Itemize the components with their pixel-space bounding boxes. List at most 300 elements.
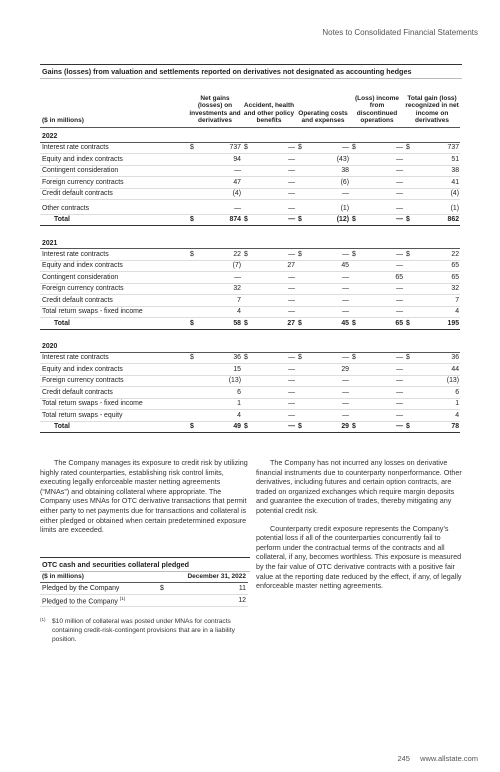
footnote-text: $10 million of collateral was posted under MNAs for contracts containing credit-risk-contingent provisions that are in a liability position. (52, 618, 235, 643)
cell-net-gains: 22 (200, 249, 242, 261)
dollar-sign (350, 154, 362, 166)
year-row (40, 234, 460, 249)
dollar-sign (404, 410, 416, 422)
cell-net-gains: 6 (200, 387, 242, 399)
dollar-sign (188, 260, 200, 272)
cell-net-gains: — (200, 203, 242, 214)
dollar-sign: $ (404, 352, 416, 364)
cell-net-gains: (7) (200, 260, 242, 272)
row-label: Interest rate contracts (40, 249, 188, 261)
cell-net-gains: 4 (200, 410, 242, 422)
cell-accident: — (254, 283, 296, 295)
dollar-sign (404, 375, 416, 387)
dollar-sign: $ (242, 318, 254, 330)
collateral-row (40, 583, 248, 595)
collateral-col-label: ($ in millions) (40, 571, 158, 583)
cell-net-gains: (4) (200, 188, 242, 200)
dollar-sign (296, 260, 308, 272)
cell-operating: (43) (308, 154, 350, 166)
table-row (40, 249, 460, 261)
cell-discontinued: — (362, 410, 404, 422)
cell-total: 4 (416, 306, 460, 318)
dollar-sign: $ (242, 142, 254, 154)
footnote-mark: (1) (40, 617, 46, 622)
cell-discontinued: — (362, 421, 404, 433)
dollar-sign (188, 306, 200, 318)
cell-operating: — (308, 387, 350, 399)
cell-accident: — (254, 306, 296, 318)
table-row (40, 306, 460, 318)
dollar-sign: $ (242, 214, 254, 226)
year-label: 2020 (40, 338, 460, 353)
cell-total: 65 (416, 260, 460, 272)
cell-accident: — (254, 142, 296, 154)
table-row (40, 154, 460, 166)
dollar-sign (296, 398, 308, 410)
dollar-sign (296, 165, 308, 177)
site-url: www.allstate.com (420, 754, 478, 763)
dollar-sign (296, 410, 308, 422)
cell-net-gains: 15 (200, 364, 242, 376)
dollar-sign (404, 260, 416, 272)
cell-accident: — (254, 177, 296, 189)
dollar-sign (350, 272, 362, 284)
dollar-sign (242, 283, 254, 295)
dollar-sign (350, 203, 362, 214)
dollar-sign: $ (296, 142, 308, 154)
cell-total: 862 (416, 214, 460, 226)
cell-discontinued: — (362, 306, 404, 318)
cell-net-gains: 49 (200, 421, 242, 433)
dollar-sign (242, 398, 254, 410)
row-label: Equity and index contracts (40, 154, 188, 166)
cell-net-gains: 32 (200, 283, 242, 295)
table-row (40, 375, 460, 387)
cell-operating: (6) (308, 177, 350, 189)
dollar-sign (188, 410, 200, 422)
row-label: Other contracts (40, 203, 188, 214)
cell-net-gains: (13) (200, 375, 242, 387)
cell-total: 195 (416, 318, 460, 330)
table-row (40, 398, 460, 410)
dollar-sign (242, 203, 254, 214)
dollar-sign (188, 272, 200, 284)
cell-discontinued: — (362, 364, 404, 376)
year-label: 2022 (40, 127, 460, 142)
dollar-sign: $ (188, 318, 200, 330)
row-label: Foreign currency contracts (40, 375, 188, 387)
cell-operating: — (308, 249, 350, 261)
cell-discontinued: — (362, 214, 404, 226)
cell-accident: — (254, 387, 296, 399)
cell-discontinued: — (362, 295, 404, 307)
table-row (40, 188, 460, 200)
collateral-body (40, 583, 248, 607)
dollar-sign (404, 398, 416, 410)
dollar-sign: $ (404, 142, 416, 154)
dollar-sign (404, 364, 416, 376)
dollar-sign (242, 387, 254, 399)
table-row (40, 272, 460, 284)
cell-net-gains: 737 (200, 142, 242, 154)
cell-operating: — (308, 142, 350, 154)
dollar-sign (188, 203, 200, 214)
section-spacer (40, 329, 460, 338)
cell-accident: — (254, 249, 296, 261)
dollar-sign (350, 295, 362, 307)
col-header-discontinued: (Loss) income from discontinued operations (350, 95, 404, 127)
cell-total: 38 (416, 165, 460, 177)
cell-accident: — (254, 421, 296, 433)
dollar-sign: $ (350, 318, 362, 330)
cell-total: 36 (416, 352, 460, 364)
dollar-sign (350, 364, 362, 376)
cell-operating: 29 (308, 364, 350, 376)
cell-total: 6 (416, 387, 460, 399)
cell-discontinued: — (362, 165, 404, 177)
dollar-sign (404, 177, 416, 189)
spacer-cell (40, 226, 460, 235)
dollar-sign (296, 203, 308, 214)
dollar-sign (296, 306, 308, 318)
cell-accident: — (254, 352, 296, 364)
cell-accident: — (254, 272, 296, 284)
cell-net-gains: 1 (200, 398, 242, 410)
cell-accident: — (254, 214, 296, 226)
collateral-header-row (40, 571, 248, 583)
col-header-net-gains: Net gains (losses) on investments and derivatives (188, 95, 242, 127)
cell-operating: — (308, 410, 350, 422)
dollar-sign (350, 398, 362, 410)
cell-operating: — (308, 283, 350, 295)
dollar-sign (158, 595, 170, 607)
col-header-label: ($ in millions) (40, 95, 188, 127)
dollar-sign: $ (404, 318, 416, 330)
cell-operating: — (308, 398, 350, 410)
cell-accident: — (254, 188, 296, 200)
dollar-sign (404, 203, 416, 214)
row-label: Total (40, 318, 188, 330)
cell-total: 7 (416, 295, 460, 307)
cell-total: (1) (416, 203, 460, 214)
cell-accident: — (254, 165, 296, 177)
row-label: Equity and index contracts (40, 364, 188, 376)
cell-net-gains: — (200, 165, 242, 177)
cell-net-gains: 58 (200, 318, 242, 330)
cell-discontinued: — (362, 260, 404, 272)
dollar-sign (404, 272, 416, 284)
cell-accident: — (254, 203, 296, 214)
cell-total: (13) (416, 375, 460, 387)
dollar-sign (350, 177, 362, 189)
dollar-sign: $ (242, 421, 254, 433)
total-row (40, 318, 460, 330)
cell-total: 1 (416, 398, 460, 410)
dollar-sign (350, 375, 362, 387)
dollar-sign (242, 410, 254, 422)
dollar-sign (296, 272, 308, 284)
cell-operating: 45 (308, 318, 350, 330)
dollar-sign (296, 283, 308, 295)
dollar-sign (242, 272, 254, 284)
dollar-sign (188, 398, 200, 410)
table-row (40, 203, 460, 214)
cell-accident: — (254, 410, 296, 422)
dollar-sign (296, 154, 308, 166)
cell-operating: 38 (308, 165, 350, 177)
cell-accident: 27 (254, 318, 296, 330)
cell-net-gains: 36 (200, 352, 242, 364)
dollar-sign (242, 306, 254, 318)
dollar-sign (404, 154, 416, 166)
collateral-value: 12 (170, 595, 248, 607)
cell-total: 65 (416, 272, 460, 284)
dollar-sign: $ (404, 214, 416, 226)
col-header-total: Total gain (loss) recognized in net income on derivatives (404, 95, 460, 127)
cell-discontinued: — (362, 283, 404, 295)
table-row (40, 364, 460, 376)
collateral-row-label (40, 583, 158, 595)
dollar-sign (188, 375, 200, 387)
table-row (40, 387, 460, 399)
collateral-table (40, 571, 248, 607)
cell-net-gains: 7 (200, 295, 242, 307)
row-label: Total return swaps - fixed income (40, 306, 188, 318)
cell-total: 22 (416, 249, 460, 261)
dollar-sign: $ (242, 352, 254, 364)
dollar-sign (296, 188, 308, 200)
cell-operating: — (308, 188, 350, 200)
dollar-sign: $ (404, 421, 416, 433)
dollar-sign (404, 165, 416, 177)
dollar-sign: $ (188, 352, 200, 364)
dollar-sign (350, 188, 362, 200)
dollar-sign (404, 295, 416, 307)
dollar-sign (404, 283, 416, 295)
cell-total: 44 (416, 364, 460, 376)
cell-net-gains: — (200, 272, 242, 284)
cell-operating: — (308, 272, 350, 284)
dollar-sign (242, 375, 254, 387)
dollar-sign: $ (242, 249, 254, 261)
cell-accident: — (254, 154, 296, 166)
table-row (40, 295, 460, 307)
page-footer (397, 754, 478, 763)
year-label: 2021 (40, 234, 460, 249)
cell-discontinued: — (362, 352, 404, 364)
dollar-sign (404, 188, 416, 200)
dollar-sign (188, 295, 200, 307)
cell-total: 737 (416, 142, 460, 154)
dollar-sign (242, 295, 254, 307)
dollar-sign (242, 177, 254, 189)
row-label: Credit default contracts (40, 387, 188, 399)
year-row (40, 127, 460, 142)
cell-operating: — (308, 295, 350, 307)
collateral-row (40, 595, 248, 607)
dollar-sign: $ (188, 214, 200, 226)
dollar-sign (188, 154, 200, 166)
dollar-sign (188, 177, 200, 189)
cell-operating: — (308, 375, 350, 387)
collateral-footnote (40, 617, 246, 644)
row-label: Credit default contracts (40, 188, 188, 200)
cell-total: 4 (416, 410, 460, 422)
total-row (40, 214, 460, 226)
dollar-sign (188, 283, 200, 295)
table-row (40, 352, 460, 364)
collateral-value: 11 (170, 583, 248, 595)
right-column-text (256, 458, 462, 599)
table-row (40, 410, 460, 422)
cell-total: 51 (416, 154, 460, 166)
spacer-cell (40, 329, 460, 338)
row-label: Foreign currency contracts (40, 283, 188, 295)
cell-operating: — (308, 306, 350, 318)
dollar-sign: $ (350, 421, 362, 433)
collateral-table-title: OTC cash and securities collateral pledged (40, 557, 250, 572)
cell-total: 32 (416, 283, 460, 295)
row-label: Interest rate contracts (40, 352, 188, 364)
dollar-sign (188, 364, 200, 376)
dollar-sign (350, 283, 362, 295)
table-header-row (40, 95, 460, 127)
cell-discontinued: 65 (362, 318, 404, 330)
cell-operating: — (308, 352, 350, 364)
row-label: Total (40, 214, 188, 226)
dollar-sign: $ (296, 214, 308, 226)
cell-discontinued: — (362, 203, 404, 214)
year-row (40, 338, 460, 353)
dollar-sign: $ (350, 142, 362, 154)
dollar-sign (350, 387, 362, 399)
row-label: Contingent consideration (40, 165, 188, 177)
credit-risk-paragraph: The Company manages its exposure to credit risk by utilizing highly rated counterparties, establishing risk control limits, executing legally enforceable master netting agreements (“MNAs”) and obtaining collateral where appropriate. The Company uses MNAs for OTC derivative transactions that permit either party to net payments due for transactions and collateral is either pledged or obtained when certain predetermined exposure limits are exceeded. (40, 458, 248, 535)
left-column-text (40, 458, 248, 543)
table-row (40, 260, 460, 272)
dollar-sign (350, 260, 362, 272)
cell-discontinued: — (362, 154, 404, 166)
cell-total: (4) (416, 188, 460, 200)
cell-discontinued: — (362, 177, 404, 189)
row-label: Equity and index contracts (40, 260, 188, 272)
row-label: Interest rate contracts (40, 142, 188, 154)
dollar-sign (188, 188, 200, 200)
dollar-sign (350, 306, 362, 318)
dollar-sign (350, 165, 362, 177)
dollar-sign: $ (296, 352, 308, 364)
dollar-sign: $ (404, 249, 416, 261)
cell-discontinued: 65 (362, 272, 404, 284)
dollar-sign: $ (188, 421, 200, 433)
table-body (40, 127, 460, 433)
cell-discontinued: — (362, 398, 404, 410)
derivatives-table-title: Gains (losses) from valuation and settlements reported on derivatives not designated as accounting hedges (40, 64, 462, 79)
table-row (40, 165, 460, 177)
table-row (40, 177, 460, 189)
row-label: Total return swaps - fixed income (40, 398, 188, 410)
cell-operating: (12) (308, 214, 350, 226)
dollar-sign (296, 364, 308, 376)
cell-discontinued: — (362, 188, 404, 200)
dollar-sign: $ (296, 249, 308, 261)
footnote-ref: (1) (119, 595, 126, 601)
cell-discontinued: — (362, 375, 404, 387)
cell-accident: 27 (254, 260, 296, 272)
row-label: Foreign currency contracts (40, 177, 188, 189)
collateral-label-text: Pledged by the Company (42, 585, 120, 592)
cell-discontinued: — (362, 142, 404, 154)
cell-net-gains: 94 (200, 154, 242, 166)
cell-net-gains: 4 (200, 306, 242, 318)
dollar-sign (242, 260, 254, 272)
cell-total: 78 (416, 421, 460, 433)
cell-discontinued: — (362, 387, 404, 399)
table-row (40, 283, 460, 295)
dollar-sign (242, 165, 254, 177)
page-number: 245 (397, 754, 410, 763)
nonperformance-paragraph: The Company has not incurred any losses on derivative financial instruments due to counterparty nonperformance. Other derivatives, including futures and certain option contracts, are traded on organized exchanges which require margin deposits and guarantee the execution of trades, thereby mitigating any potential credit risk. (256, 458, 462, 515)
dollar-sign (242, 188, 254, 200)
dollar-sign: $ (350, 249, 362, 261)
cell-operating: 45 (308, 260, 350, 272)
dollar-sign: $ (158, 583, 170, 595)
dollar-sign: $ (350, 214, 362, 226)
cell-discontinued: — (362, 249, 404, 261)
cell-operating: (1) (308, 203, 350, 214)
cell-accident: — (254, 398, 296, 410)
dollar-sign (242, 364, 254, 376)
dollar-sign (188, 387, 200, 399)
derivatives-gains-table (40, 95, 460, 433)
dollar-sign (242, 154, 254, 166)
dollar-sign: $ (188, 249, 200, 261)
cell-accident: — (254, 364, 296, 376)
section-spacer (40, 226, 460, 235)
page-header: Notes to Consolidated Financial Statements (322, 28, 478, 37)
cell-net-gains: 47 (200, 177, 242, 189)
cell-accident: — (254, 295, 296, 307)
dollar-sign: $ (188, 142, 200, 154)
row-label: Total (40, 421, 188, 433)
cell-net-gains: 874 (200, 214, 242, 226)
collateral-row-label (40, 595, 158, 607)
total-row (40, 421, 460, 433)
dollar-sign (296, 375, 308, 387)
dollar-sign (296, 295, 308, 307)
dollar-sign: $ (350, 352, 362, 364)
cell-accident: — (254, 375, 296, 387)
collateral-label-text: Pledged to the Company (42, 598, 118, 606)
col-header-operating: Operating costs and expenses (296, 95, 350, 127)
row-label: Total return swaps - equity (40, 410, 188, 422)
collateral-col-date: December 31, 2022 (158, 571, 248, 583)
dollar-sign (296, 387, 308, 399)
dollar-sign (350, 410, 362, 422)
dollar-sign (188, 165, 200, 177)
table-row (40, 142, 460, 154)
cell-total: 41 (416, 177, 460, 189)
dollar-sign: $ (296, 421, 308, 433)
col-header-accident: Accident, health and other policy benefits (242, 95, 296, 127)
dollar-sign (296, 177, 308, 189)
dollar-sign (404, 306, 416, 318)
row-label: Credit default contracts (40, 295, 188, 307)
dollar-sign: $ (296, 318, 308, 330)
dollar-sign (404, 387, 416, 399)
counterparty-exposure-paragraph: Counterparty credit exposure represents the Company’s potential loss if all of the counterparties concurrently fail to perform under the contractual terms of the contracts and all collateral, if any, becomes worthless. This exposure is measured by the fair value of OTC derivative contracts with a positive fair value at the reporting date reduced by the effect, if any, of legally enforceable master netting agreements. (256, 523, 462, 591)
cell-operating: 29 (308, 421, 350, 433)
